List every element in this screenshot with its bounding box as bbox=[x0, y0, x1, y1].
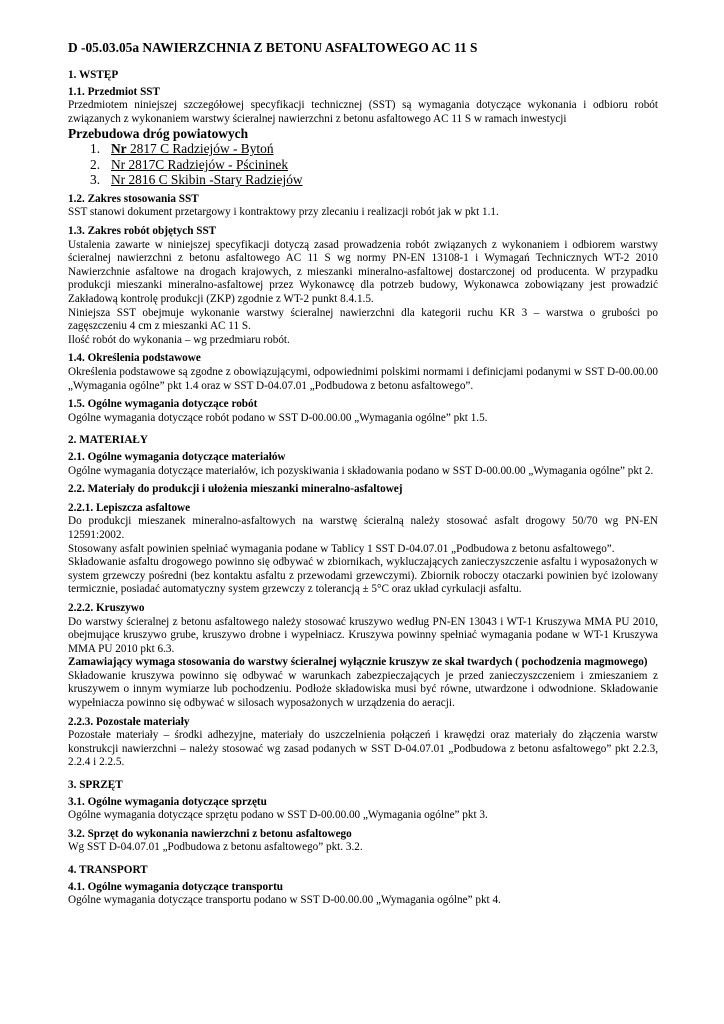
paragraph-2-1: Ogólne wymagania dotyczące materiałów, ich pozyskiwania i składowania podano w SST D-00.00.00 „Wymagania ogólne” pkt 2. bbox=[68, 464, 654, 477]
subsection-heading-2-1: 2.1. Ogólne wymagania dotyczące materiałów bbox=[68, 450, 286, 463]
paragraph-2-2-2-requirement: Zamawiający wymaga stosowania do warstwy ścieralnej wyłącznie kruszyw ze skał twardych ( pochodzenia magmowego) bbox=[68, 656, 648, 669]
road-name: 2817 C Radziejów - Bytoń bbox=[126, 141, 274, 157]
paragraph-2-2-1-a: Do produkcji mieszanek mineralno-asfaltowych na warstwę ścieralną należy stosować asfalt drogowy 50/70 wg PN-EN 12591:2002. bbox=[68, 515, 658, 541]
road-number: 3. bbox=[90, 172, 101, 188]
roads-list bbox=[68, 141, 658, 188]
road-name: 2817C Radziejów - Pścininek bbox=[125, 156, 289, 172]
road-item bbox=[68, 141, 658, 157]
subsection-heading-2-2-2: 2.2.2. Kruszywo bbox=[68, 601, 145, 614]
subsection-heading-1-4: 1.4. Określenia podstawowe bbox=[68, 352, 201, 365]
document-title: D -05.03.05a NAWIERZCHNIA Z BETONU ASFALTOWEGO AC 11 S bbox=[68, 40, 478, 55]
paragraph-1-1: Przedmiotem niniejszej szczegółowej specyfikacji technicznej (SST) są wymagania dotyczące wykonania i odbioru robót związanych z wykonaniem warstwy ścieralnej nawierzchni z betonu asfaltowego AC 11 S w ramach inwestycji bbox=[68, 99, 658, 125]
paragraph-1-2: SST stanowi dokument przetargowy i kontraktowy przy zlecaniu i realizacji robót jak w pkt 1.1. bbox=[68, 206, 499, 219]
document-page bbox=[68, 40, 658, 908]
subsection-heading-2-2-3: 2.2.3. Pozostałe materiały bbox=[68, 715, 190, 728]
subsection-heading-2-2-1: 2.2.1. Lepiszcza asfaltowe bbox=[68, 501, 191, 514]
road-nr-label: Nr bbox=[111, 156, 126, 172]
paragraph-4-1: Ogólne wymagania dotyczące transportu podano w SST D-00.00.00 „Wymagania ogólne” pkt 4. bbox=[68, 894, 501, 907]
subsection-heading-1-3: 1.3. Zakres robót objętych SST bbox=[68, 225, 217, 238]
road-number: 2. bbox=[90, 156, 101, 172]
subsection-heading-4-1: 4.1. Ogólne wymagania dotyczące transportu bbox=[68, 880, 284, 893]
road-number: 1. bbox=[90, 141, 101, 157]
road-item bbox=[68, 172, 658, 188]
subsection-heading-3-2: 3.2. Sprzęt do wykonania nawierzchni z betonu asfaltowego bbox=[68, 827, 352, 840]
subsection-heading-1-1: 1.1. Przedmiot SST bbox=[68, 85, 160, 98]
paragraph-1-3-a: Ustalenia zawarte w niniejszej specyfikacji dotyczą zasad prowadzenia robót związanych z wykonaniem i odbiorem warstwy ścieralnej nawierzchni z betonu asfaltowego AC 11 S wg normy PN-EN 13108-1 i Wymagań Technicznych WT-2 2010 Nawierzchnie asfaltowe na drogach krajowych, z mieszanki mineralno-asfaltowej dostarczonej od producenta. W przypadku produkcji mieszanki mineralno-asfaltowej przez Wykonawcę dla potrzeb budowy, Wykonawca zobowiązany jest prowadzić Zakładową kontrolę produkcji (ZKP) zgodnie z WT-2 punkt 8.4.1.5. bbox=[68, 238, 658, 306]
subsection-heading-1-5: 1.5. Ogólne wymagania dotyczące robót bbox=[68, 398, 258, 411]
paragraph-1-3-b: Niniejsza SST obejmuje wykonanie warstwy ścieralnej nawierzchni dla kategorii ruchu KR 3 – warstwa o grubości po zagęszczeniu 4 cm z mieszanki AC 11 S. bbox=[68, 306, 658, 333]
subsection-heading-1-2: 1.2. Zakres stosowania SST bbox=[68, 192, 199, 205]
paragraph-1-5: Ogólne wymagania dotyczące robót podano w SST D-00.00.00 „Wymagania ogólne” pkt 1.5. bbox=[68, 411, 488, 424]
section-heading-wstep: 1. WSTĘP bbox=[68, 69, 119, 81]
paragraph-2-2-3: Pozostałe materiały – środki adhezyjne, materiały do uszczelnienia połączeń i krawędzi oraz materiały do złączenia warstw konstrukcji nawierzchni – należy stosować wg zasad podanych w SST D-04.07.01 „Podbudowa z betonu asfaltowego” pkt 2.2.3, 2.2.4 i 2.2.5. bbox=[68, 729, 658, 769]
subsection-heading-2-2: 2.2. Materiały do produkcji i ułożenia mieszanki mineralno-asfaltowej bbox=[68, 483, 403, 496]
paragraph-3-1: Ogólne wymagania dotyczące sprzętu podano w SST D-00.00.00 „Wymagania ogólne” pkt 3. bbox=[68, 809, 488, 822]
road-nr-label: Nr bbox=[111, 141, 127, 157]
paragraph-2-2-2-b: Składowanie kruszywa powinno się odbywać w warunkach zabezpieczających je przed zanieczyszczeniem i zmieszaniem z kruszywem o innym wymiarze lub pochodzeniu. Podłoże składowiska musi być równe, utwardzone i odwodnione. Składowanie wypełniacza powinno się odbywać w silosach wyposażonych w urządzenia do aeracji. bbox=[68, 669, 658, 710]
road-item bbox=[68, 157, 658, 173]
road-name: 2816 C Skibin -Stary Radziejów bbox=[125, 172, 303, 188]
paragraph-2-2-1-c: Składowanie asfaltu drogowego powinno się odbywać w zbiornikach, wykluczających zanieczyszczenie asfaltu i wyposażonych w system grzewczy pośredni (bez kontaktu asfaltu z przewodami grzewczymi). Zbiornik roboczy otaczarki powinien być izolowany termicznie, posiadać automatyczny system grzewczy z tolerancją ± 5°C oraz układ cyrkulacji asfaltu. bbox=[68, 556, 658, 596]
investment-title: Przebudowa dróg powiatowych bbox=[68, 126, 249, 142]
paragraph-1-4: Określenia podstawowe są zgodne z obowiązującymi, odpowiednimi polskimi normami i definicjami podanymi w SST D-00.00.00 „Wymagania ogólne” pkt 1.4 oraz w SST D-04.07.01 „Podbudowa z betonu asfaltowego”. bbox=[68, 366, 658, 392]
subsection-heading-3-1: 3.1. Ogólne wymagania dotyczące sprzętu bbox=[68, 795, 267, 808]
section-heading-sprzet: 3. SPRZĘT bbox=[68, 779, 123, 792]
section-heading-materialy: 2. MATERIAŁY bbox=[68, 434, 148, 447]
paragraph-1-3-c: Ilość robót do wykonania – wg przedmiaru robót. bbox=[68, 333, 290, 346]
paragraph-2-2-1-b: Stosowany asfalt powinien spełniać wymagania podane w Tablicy 1 SST D-04.07.01 „Podbudowa z betonu asfaltowego”. bbox=[68, 542, 615, 555]
paragraph-2-2-2-a: Do warstwy ścieralnej z betonu asfaltowego należy stosować kruszywo według PN-EN 13043 i WT-1 Kruszywa MMA PU 2010, obejmujące kruszywo grube, kruszywo drobne i wypełniacz. Kruszywa powinny spełniać wymagania podane w WT-1 Kruszywa MMA PU 2010 pkt 6.3. bbox=[68, 615, 658, 655]
section-heading-transport: 4. TRANSPORT bbox=[68, 864, 148, 876]
paragraph-3-2: Wg SST D-04.07.01 „Podbudowa z betonu asfaltowego” pkt. 3.2. bbox=[68, 841, 363, 854]
road-nr-label: Nr bbox=[111, 172, 126, 188]
